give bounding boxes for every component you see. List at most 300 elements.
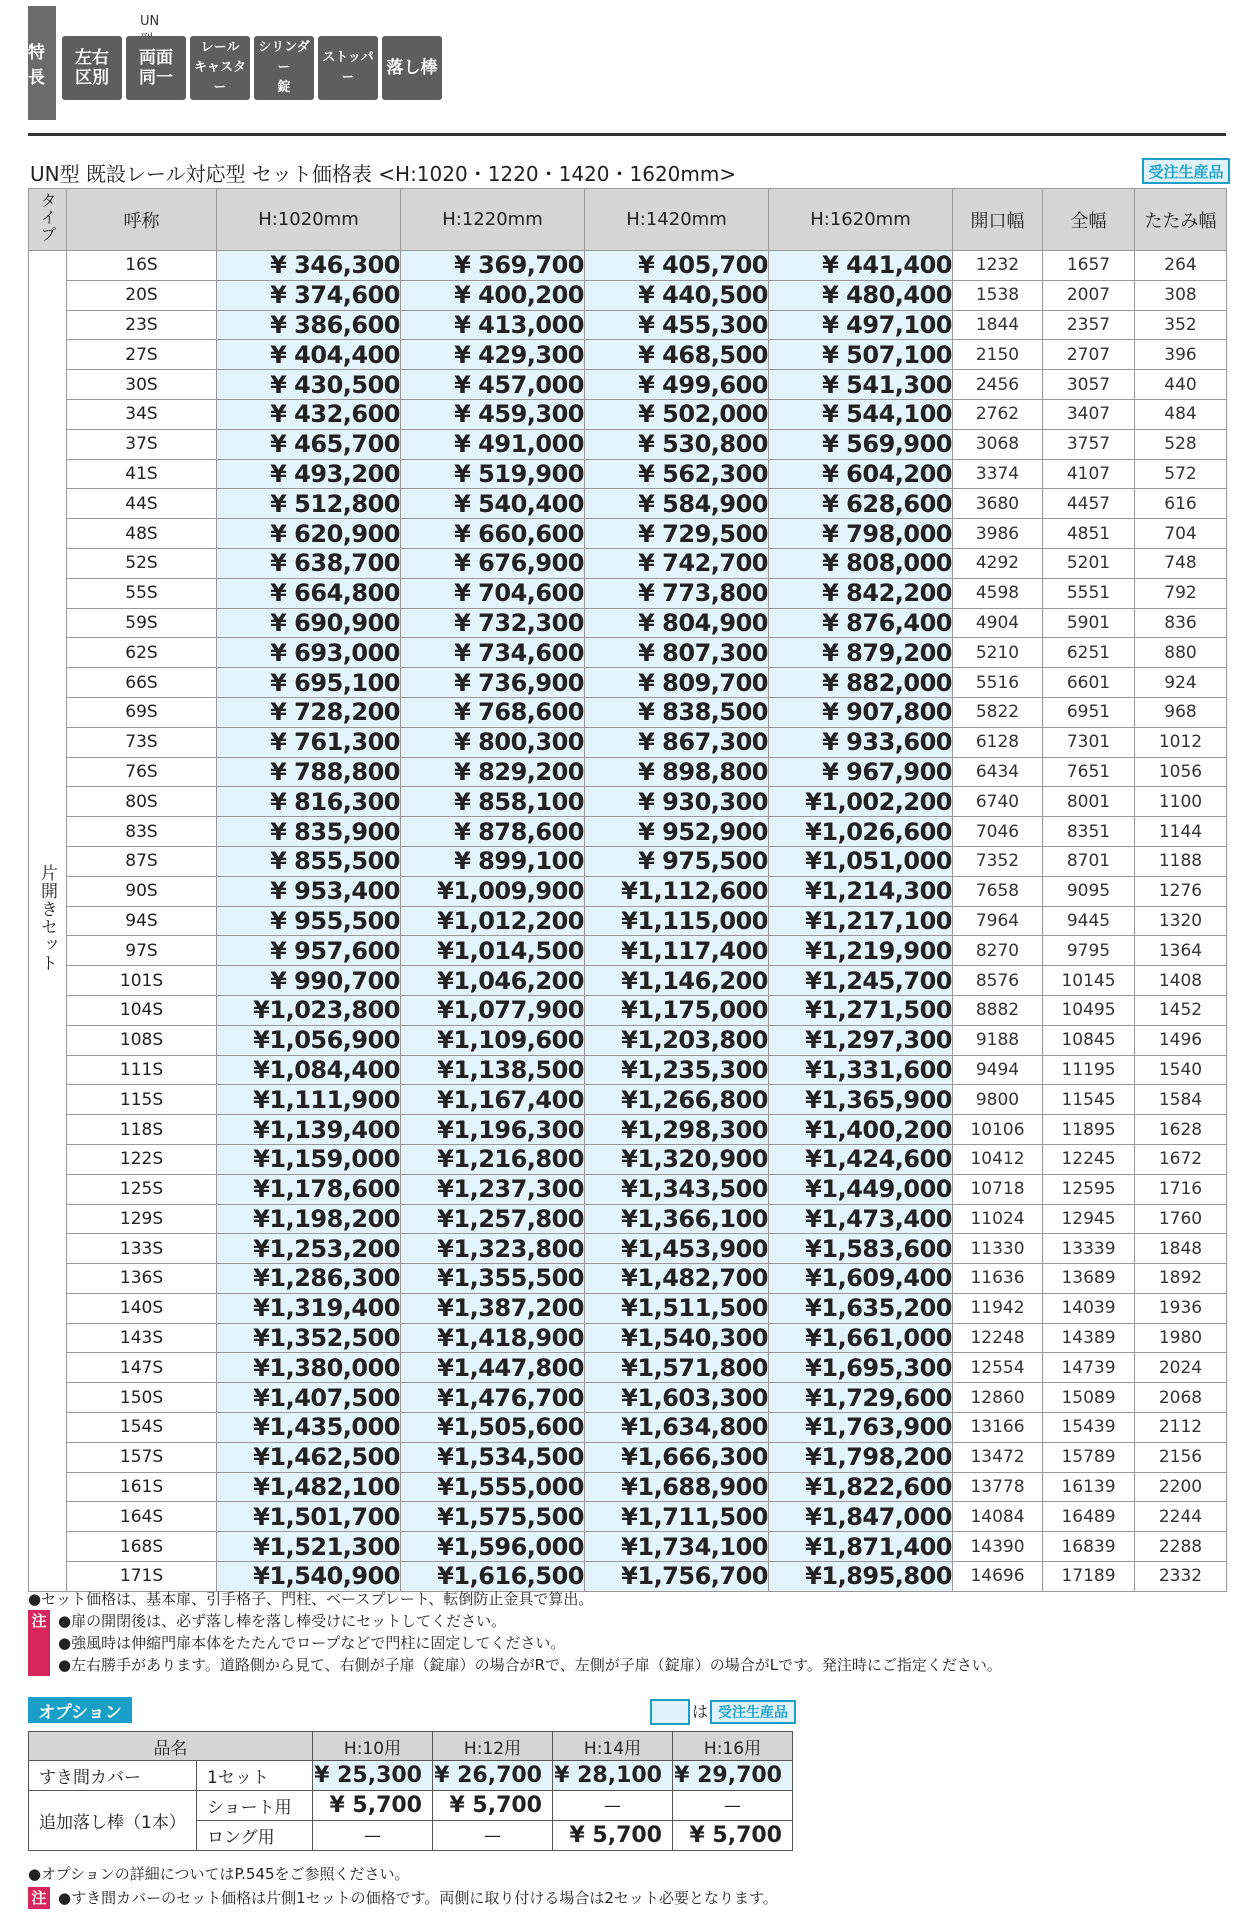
price-h1620: ¥1,219,900 <box>769 936 953 966</box>
table-row <box>29 1055 1227 1085</box>
price-h1620: ¥ 933,600 <box>769 727 953 757</box>
price-h1020: ¥ 953,400 <box>217 876 401 906</box>
table-row <box>29 459 1227 489</box>
folded-width: 880 <box>1135 638 1227 668</box>
price-h1220: ¥1,418,900 <box>401 1323 585 1353</box>
price-h1420: ¥1,634,800 <box>585 1413 769 1443</box>
folded-width: 308 <box>1135 280 1227 310</box>
row-name: 48S <box>67 519 217 549</box>
feature-stopper: ストッパー <box>318 36 378 100</box>
opening-width: 13472 <box>953 1442 1043 1472</box>
table-row <box>29 1144 1227 1174</box>
price-h1620: ¥1,271,500 <box>769 995 953 1025</box>
total-width: 7301 <box>1043 727 1135 757</box>
price-h1420: ¥ 455,300 <box>585 310 769 340</box>
price-h1420: ¥1,298,300 <box>585 1115 769 1145</box>
total-width: 2707 <box>1043 340 1135 370</box>
price-h1620: ¥ 480,400 <box>769 280 953 310</box>
row-name: 23S <box>67 310 217 340</box>
total-width: 12595 <box>1043 1174 1135 1204</box>
opening-width: 3986 <box>953 519 1043 549</box>
price-h1020: ¥1,056,900 <box>217 1025 401 1055</box>
price-h1620: ¥1,424,600 <box>769 1144 953 1174</box>
total-width: 13339 <box>1043 1234 1135 1264</box>
price-h1020: ¥1,111,900 <box>217 1085 401 1115</box>
opt-gap-cover-price: ¥ 29,700 <box>673 1761 793 1791</box>
folded-width: 1100 <box>1135 787 1227 817</box>
folded-width: 1012 <box>1135 727 1227 757</box>
price-h1020: ¥ 855,500 <box>217 846 401 876</box>
price-h1420: ¥ 773,800 <box>585 578 769 608</box>
price-h1620: ¥ 879,200 <box>769 638 953 668</box>
row-name: 115S <box>67 1085 217 1115</box>
row-name: 20S <box>67 280 217 310</box>
table-row <box>29 995 1227 1025</box>
price-h1220: ¥1,323,800 <box>401 1234 585 1264</box>
opening-width: 7352 <box>953 846 1043 876</box>
table-row <box>29 489 1227 519</box>
opt-drop-rod-price: ¥ 5,700 <box>673 1821 793 1851</box>
price-h1220: ¥ 829,200 <box>401 757 585 787</box>
folded-width: 2156 <box>1135 1442 1227 1472</box>
opt-row-gap-cover <box>29 1761 793 1791</box>
row-name: 62S <box>67 638 217 668</box>
row-name: 16S <box>67 251 217 281</box>
row-name: 168S <box>67 1532 217 1562</box>
table-row <box>29 1353 1227 1383</box>
opening-width: 14390 <box>953 1532 1043 1562</box>
price-h1020: ¥ 761,300 <box>217 727 401 757</box>
price-h1420: ¥1,112,600 <box>585 876 769 906</box>
price-h1420: ¥ 742,700 <box>585 548 769 578</box>
total-width: 7651 <box>1043 757 1135 787</box>
price-h1020: ¥1,435,000 <box>217 1413 401 1443</box>
price-h1220: ¥1,216,800 <box>401 1144 585 1174</box>
price-h1420: ¥1,343,500 <box>585 1174 769 1204</box>
price-h1220: ¥ 369,700 <box>401 251 585 281</box>
opt-drop-rod-dash: — <box>433 1821 553 1851</box>
folded-width: 1716 <box>1135 1174 1227 1204</box>
price-h1620: ¥1,449,000 <box>769 1174 953 1204</box>
opening-width: 4904 <box>953 608 1043 638</box>
price-h1220: ¥1,505,600 <box>401 1413 585 1443</box>
total-width: 5551 <box>1043 578 1135 608</box>
total-width: 3057 <box>1043 370 1135 400</box>
price-table-header <box>29 189 1227 251</box>
opening-width: 14696 <box>953 1562 1043 1592</box>
folded-width: 1364 <box>1135 936 1227 966</box>
price-h1220: ¥1,167,400 <box>401 1085 585 1115</box>
total-width: 9795 <box>1043 936 1135 966</box>
price-h1620: ¥1,695,300 <box>769 1353 953 1383</box>
price-h1420: ¥ 804,900 <box>585 608 769 638</box>
opening-width: 12248 <box>953 1323 1043 1353</box>
opening-width: 9494 <box>953 1055 1043 1085</box>
folded-width: 1672 <box>1135 1144 1227 1174</box>
folded-width: 924 <box>1135 668 1227 698</box>
price-h1620: ¥1,763,900 <box>769 1413 953 1443</box>
price-h1620: ¥1,473,400 <box>769 1204 953 1234</box>
opening-width: 1538 <box>953 280 1043 310</box>
price-h1620: ¥ 441,400 <box>769 251 953 281</box>
opening-width: 5516 <box>953 668 1043 698</box>
price-h1620: ¥1,400,200 <box>769 1115 953 1145</box>
price-h1620: ¥1,331,600 <box>769 1055 953 1085</box>
folded-width: 1408 <box>1135 966 1227 996</box>
opt-drop-rod-short-label: ショート用 <box>197 1791 313 1821</box>
table-row <box>29 966 1227 996</box>
total-width: 2357 <box>1043 310 1135 340</box>
row-name: 27S <box>67 340 217 370</box>
opening-width: 10106 <box>953 1115 1043 1145</box>
opening-width: 7964 <box>953 906 1043 936</box>
header-h1620: H:1620mm <box>769 189 953 251</box>
price-h1420: ¥ 584,900 <box>585 489 769 519</box>
table-row <box>29 906 1227 936</box>
total-width: 3407 <box>1043 399 1135 429</box>
price-h1420: ¥ 867,300 <box>585 727 769 757</box>
table-row <box>29 668 1227 698</box>
row-name: 140S <box>67 1293 217 1323</box>
row-name: 111S <box>67 1055 217 1085</box>
price-h1020: ¥ 957,600 <box>217 936 401 966</box>
price-h1020: ¥ 664,800 <box>217 578 401 608</box>
note-line-2: ●扉の開閉後は、必ず落し棒を落し棒受けにセットしてください。 <box>58 1612 507 1630</box>
table-row <box>29 1264 1227 1294</box>
folded-width: 2024 <box>1135 1353 1227 1383</box>
table-row <box>29 697 1227 727</box>
price-h1620: ¥ 507,100 <box>769 340 953 370</box>
opt-drop-rod-long-label: ロング用 <box>197 1821 313 1851</box>
made-to-order-badge: 受注生産品 <box>1142 158 1230 184</box>
opening-width: 3680 <box>953 489 1043 519</box>
price-h1620: ¥1,822,600 <box>769 1472 953 1502</box>
row-name: 129S <box>67 1204 217 1234</box>
table-row <box>29 399 1227 429</box>
option-note-1: ●オプションの詳細についてはP.545をご参照ください。 <box>28 1865 410 1883</box>
table-row <box>29 1532 1227 1562</box>
opening-width: 5210 <box>953 638 1043 668</box>
price-h1420: ¥ 499,600 <box>585 370 769 400</box>
opt-drop-rod-price: ¥ 5,700 <box>313 1791 433 1821</box>
opening-width: 8576 <box>953 966 1043 996</box>
row-name: 52S <box>67 548 217 578</box>
price-h1020: ¥1,198,200 <box>217 1204 401 1234</box>
opening-width: 6128 <box>953 727 1043 757</box>
table-row <box>29 936 1227 966</box>
option-table <box>28 1731 793 1851</box>
price-h1220: ¥ 413,000 <box>401 310 585 340</box>
row-name: 122S <box>67 1144 217 1174</box>
feature-superscript: UN <box>140 14 160 29</box>
row-name: 83S <box>67 817 217 847</box>
header-h1020: H:1020mm <box>217 189 401 251</box>
total-width: 11545 <box>1043 1085 1135 1115</box>
price-h1220: ¥1,476,700 <box>401 1383 585 1413</box>
folded-width: 1848 <box>1135 1234 1227 1264</box>
row-name: 97S <box>67 936 217 966</box>
note-line-1: ●セット価格は、基本扉、引手格子、門柱、ベースプレート、転倒防止金具で算出。 <box>28 1590 594 1608</box>
total-width: 12245 <box>1043 1144 1135 1174</box>
price-h1020: ¥ 620,900 <box>217 519 401 549</box>
price-h1420: ¥1,175,000 <box>585 995 769 1025</box>
price-h1020: ¥1,540,900 <box>217 1562 401 1592</box>
opt-drop-rod-dash: — <box>313 1821 433 1851</box>
folded-width: 1540 <box>1135 1055 1227 1085</box>
opening-width: 2456 <box>953 370 1043 400</box>
price-h1220: ¥ 540,400 <box>401 489 585 519</box>
price-h1020: ¥ 816,300 <box>217 787 401 817</box>
type-cell: 片開きセット <box>29 251 67 1592</box>
opening-width: 13778 <box>953 1472 1043 1502</box>
total-width: 9095 <box>1043 876 1135 906</box>
total-width: 4851 <box>1043 519 1135 549</box>
folded-width: 1320 <box>1135 906 1227 936</box>
legend-swatch <box>650 1699 690 1725</box>
price-h1020: ¥1,352,500 <box>217 1323 401 1353</box>
folded-width: 1980 <box>1135 1323 1227 1353</box>
folded-width: 1452 <box>1135 995 1227 1025</box>
price-h1620: ¥1,609,400 <box>769 1264 953 1294</box>
folded-width: 1276 <box>1135 876 1227 906</box>
price-h1620: ¥ 907,800 <box>769 697 953 727</box>
price-h1420: ¥ 930,300 <box>585 787 769 817</box>
table-row <box>29 817 1227 847</box>
price-h1420: ¥ 807,300 <box>585 638 769 668</box>
opening-width: 11942 <box>953 1293 1043 1323</box>
row-name: 94S <box>67 906 217 936</box>
price-h1420: ¥ 952,900 <box>585 817 769 847</box>
price-h1220: ¥1,596,000 <box>401 1532 585 1562</box>
row-name: 55S <box>67 578 217 608</box>
price-h1620: ¥ 628,600 <box>769 489 953 519</box>
price-h1420: ¥1,511,500 <box>585 1293 769 1323</box>
price-h1620: ¥1,729,600 <box>769 1383 953 1413</box>
price-h1020: ¥1,286,300 <box>217 1264 401 1294</box>
price-h1020: ¥ 638,700 <box>217 548 401 578</box>
total-width: 16489 <box>1043 1502 1135 1532</box>
price-h1220: ¥ 519,900 <box>401 459 585 489</box>
price-h1020: ¥ 788,800 <box>217 757 401 787</box>
price-h1220: ¥ 400,200 <box>401 280 585 310</box>
price-h1020: ¥1,407,500 <box>217 1383 401 1413</box>
price-h1020: ¥ 955,500 <box>217 906 401 936</box>
table-row <box>29 1115 1227 1145</box>
price-h1420: ¥ 468,500 <box>585 340 769 370</box>
table-row <box>29 310 1227 340</box>
total-width: 11895 <box>1043 1115 1135 1145</box>
table-row <box>29 1234 1227 1264</box>
option-note-2: ●すき間カバーのセット価格は片側1セットの価格です。両側に取り付ける場合は2セット必要となります。 <box>58 1889 778 1907</box>
folded-width: 616 <box>1135 489 1227 519</box>
total-width: 17189 <box>1043 1562 1135 1592</box>
price-h1220: ¥1,237,300 <box>401 1174 585 1204</box>
opt-drop-rod-price: ¥ 5,700 <box>433 1791 553 1821</box>
opt-gap-cover-price: ¥ 28,100 <box>553 1761 673 1791</box>
price-h1420: ¥ 562,300 <box>585 459 769 489</box>
folded-width: 836 <box>1135 608 1227 638</box>
feature-cylinder-lock: シリンダー 錠 <box>254 36 314 100</box>
opt-drop-rod-price: ¥ 5,700 <box>553 1821 673 1851</box>
price-h1620: ¥1,583,600 <box>769 1234 953 1264</box>
opening-width: 3374 <box>953 459 1043 489</box>
opening-width: 4598 <box>953 578 1043 608</box>
price-h1620: ¥1,847,000 <box>769 1502 953 1532</box>
price-h1220: ¥1,109,600 <box>401 1025 585 1055</box>
table-row <box>29 370 1227 400</box>
opening-width: 7658 <box>953 876 1043 906</box>
price-h1220: ¥ 800,300 <box>401 727 585 757</box>
price-h1220: ¥1,387,200 <box>401 1293 585 1323</box>
folded-width: 1892 <box>1135 1264 1227 1294</box>
price-h1420: ¥ 440,500 <box>585 280 769 310</box>
table-row <box>29 846 1227 876</box>
opening-width: 11024 <box>953 1204 1043 1234</box>
price-h1620: ¥ 541,300 <box>769 370 953 400</box>
price-h1020: ¥ 835,900 <box>217 817 401 847</box>
total-width: 8351 <box>1043 817 1135 847</box>
price-h1220: ¥ 736,900 <box>401 668 585 698</box>
folded-width: 1144 <box>1135 817 1227 847</box>
price-h1420: ¥1,146,200 <box>585 966 769 996</box>
table-row <box>29 1025 1227 1055</box>
price-h1420: ¥ 405,700 <box>585 251 769 281</box>
header-h1220: H:1220mm <box>401 189 585 251</box>
price-h1420: ¥1,366,100 <box>585 1204 769 1234</box>
row-name: 34S <box>67 399 217 429</box>
total-width: 10145 <box>1043 966 1135 996</box>
total-width: 11195 <box>1043 1055 1135 1085</box>
price-h1420: ¥1,734,100 <box>585 1532 769 1562</box>
price-h1420: ¥1,711,500 <box>585 1502 769 1532</box>
row-name: 125S <box>67 1174 217 1204</box>
price-h1620: ¥ 842,200 <box>769 578 953 608</box>
folded-width: 572 <box>1135 459 1227 489</box>
price-h1020: ¥1,023,800 <box>217 995 401 1025</box>
price-h1020: ¥1,178,600 <box>217 1174 401 1204</box>
opt-header-h10: H:10用 <box>313 1732 433 1761</box>
opening-width: 14084 <box>953 1502 1043 1532</box>
table-row <box>29 1562 1227 1592</box>
row-name: 44S <box>67 489 217 519</box>
price-h1420: ¥1,266,800 <box>585 1085 769 1115</box>
price-h1220: ¥1,555,000 <box>401 1472 585 1502</box>
price-h1020: ¥1,159,000 <box>217 1144 401 1174</box>
table-row <box>29 1323 1227 1353</box>
folded-width: 2112 <box>1135 1413 1227 1443</box>
row-name: 136S <box>67 1264 217 1294</box>
price-h1220: ¥ 878,600 <box>401 817 585 847</box>
price-h1420: ¥1,453,900 <box>585 1234 769 1264</box>
price-h1620: ¥1,245,700 <box>769 966 953 996</box>
table-row <box>29 1383 1227 1413</box>
price-h1620: ¥ 569,900 <box>769 429 953 459</box>
price-h1620: ¥1,051,000 <box>769 846 953 876</box>
price-h1420: ¥1,688,900 <box>585 1472 769 1502</box>
price-h1420: ¥ 809,700 <box>585 668 769 698</box>
row-name: 69S <box>67 697 217 727</box>
price-h1020: ¥1,139,400 <box>217 1115 401 1145</box>
header-type: タイプ <box>29 189 67 251</box>
opt-gap-cover-price: ¥ 25,300 <box>313 1761 433 1791</box>
total-width: 8701 <box>1043 846 1135 876</box>
option-chu-badge: 注 <box>28 1887 50 1909</box>
total-width: 13689 <box>1043 1264 1135 1294</box>
row-name: 30S <box>67 370 217 400</box>
price-h1420: ¥1,540,300 <box>585 1323 769 1353</box>
price-h1620: ¥1,217,100 <box>769 906 953 936</box>
header-total-width: 全幅 <box>1043 189 1135 251</box>
row-name: 147S <box>67 1353 217 1383</box>
folded-width: 264 <box>1135 251 1227 281</box>
price-h1220: ¥ 459,300 <box>401 399 585 429</box>
total-width: 15439 <box>1043 1413 1135 1443</box>
price-h1420: ¥1,235,300 <box>585 1055 769 1085</box>
opening-width: 2762 <box>953 399 1043 429</box>
price-h1220: ¥ 768,600 <box>401 697 585 727</box>
price-h1620: ¥1,871,400 <box>769 1532 953 1562</box>
folded-width: 792 <box>1135 578 1227 608</box>
folded-width: 1188 <box>1135 846 1227 876</box>
total-width: 8001 <box>1043 787 1135 817</box>
opening-width: 6740 <box>953 787 1043 817</box>
price-h1420: ¥1,117,400 <box>585 936 769 966</box>
opening-width: 13166 <box>953 1413 1043 1443</box>
total-width: 16139 <box>1043 1472 1135 1502</box>
total-width: 10495 <box>1043 995 1135 1025</box>
price-h1020: ¥1,521,300 <box>217 1532 401 1562</box>
folded-width: 484 <box>1135 399 1227 429</box>
price-h1620: ¥1,635,200 <box>769 1293 953 1323</box>
price-h1220: ¥1,009,900 <box>401 876 585 906</box>
price-h1620: ¥ 808,000 <box>769 548 953 578</box>
row-name: 154S <box>67 1413 217 1443</box>
folded-width: 968 <box>1135 697 1227 727</box>
folded-width: 2288 <box>1135 1532 1227 1562</box>
price-h1620: ¥ 798,000 <box>769 519 953 549</box>
price-h1020: ¥1,084,400 <box>217 1055 401 1085</box>
total-width: 1657 <box>1043 251 1135 281</box>
price-h1420: ¥ 898,800 <box>585 757 769 787</box>
price-h1420: ¥1,666,300 <box>585 1442 769 1472</box>
row-name: 118S <box>67 1115 217 1145</box>
table-row <box>29 519 1227 549</box>
price-h1620: ¥ 604,200 <box>769 459 953 489</box>
price-h1020: ¥1,462,500 <box>217 1442 401 1472</box>
table-row <box>29 1085 1227 1115</box>
table-row <box>29 1472 1227 1502</box>
opening-width: 2150 <box>953 340 1043 370</box>
total-width: 6951 <box>1043 697 1135 727</box>
opening-width: 8270 <box>953 936 1043 966</box>
table-row <box>29 548 1227 578</box>
price-h1020: ¥ 465,700 <box>217 429 401 459</box>
opening-width: 12554 <box>953 1353 1043 1383</box>
price-h1420: ¥1,203,800 <box>585 1025 769 1055</box>
table-row <box>29 1442 1227 1472</box>
note-chu-badge: 注 <box>28 1610 50 1676</box>
header-h1420: H:1420mm <box>585 189 769 251</box>
table-row <box>29 429 1227 459</box>
legend-badge: 受注生産品 <box>710 1700 796 1724</box>
total-width: 14039 <box>1043 1293 1135 1323</box>
price-h1220: ¥1,575,500 <box>401 1502 585 1532</box>
price-h1220: ¥1,077,900 <box>401 995 585 1025</box>
folded-width: 528 <box>1135 429 1227 459</box>
opt-header-h14: H:14用 <box>553 1732 673 1761</box>
opt-row-drop-rod-short <box>29 1791 793 1821</box>
price-h1020: ¥ 693,000 <box>217 638 401 668</box>
